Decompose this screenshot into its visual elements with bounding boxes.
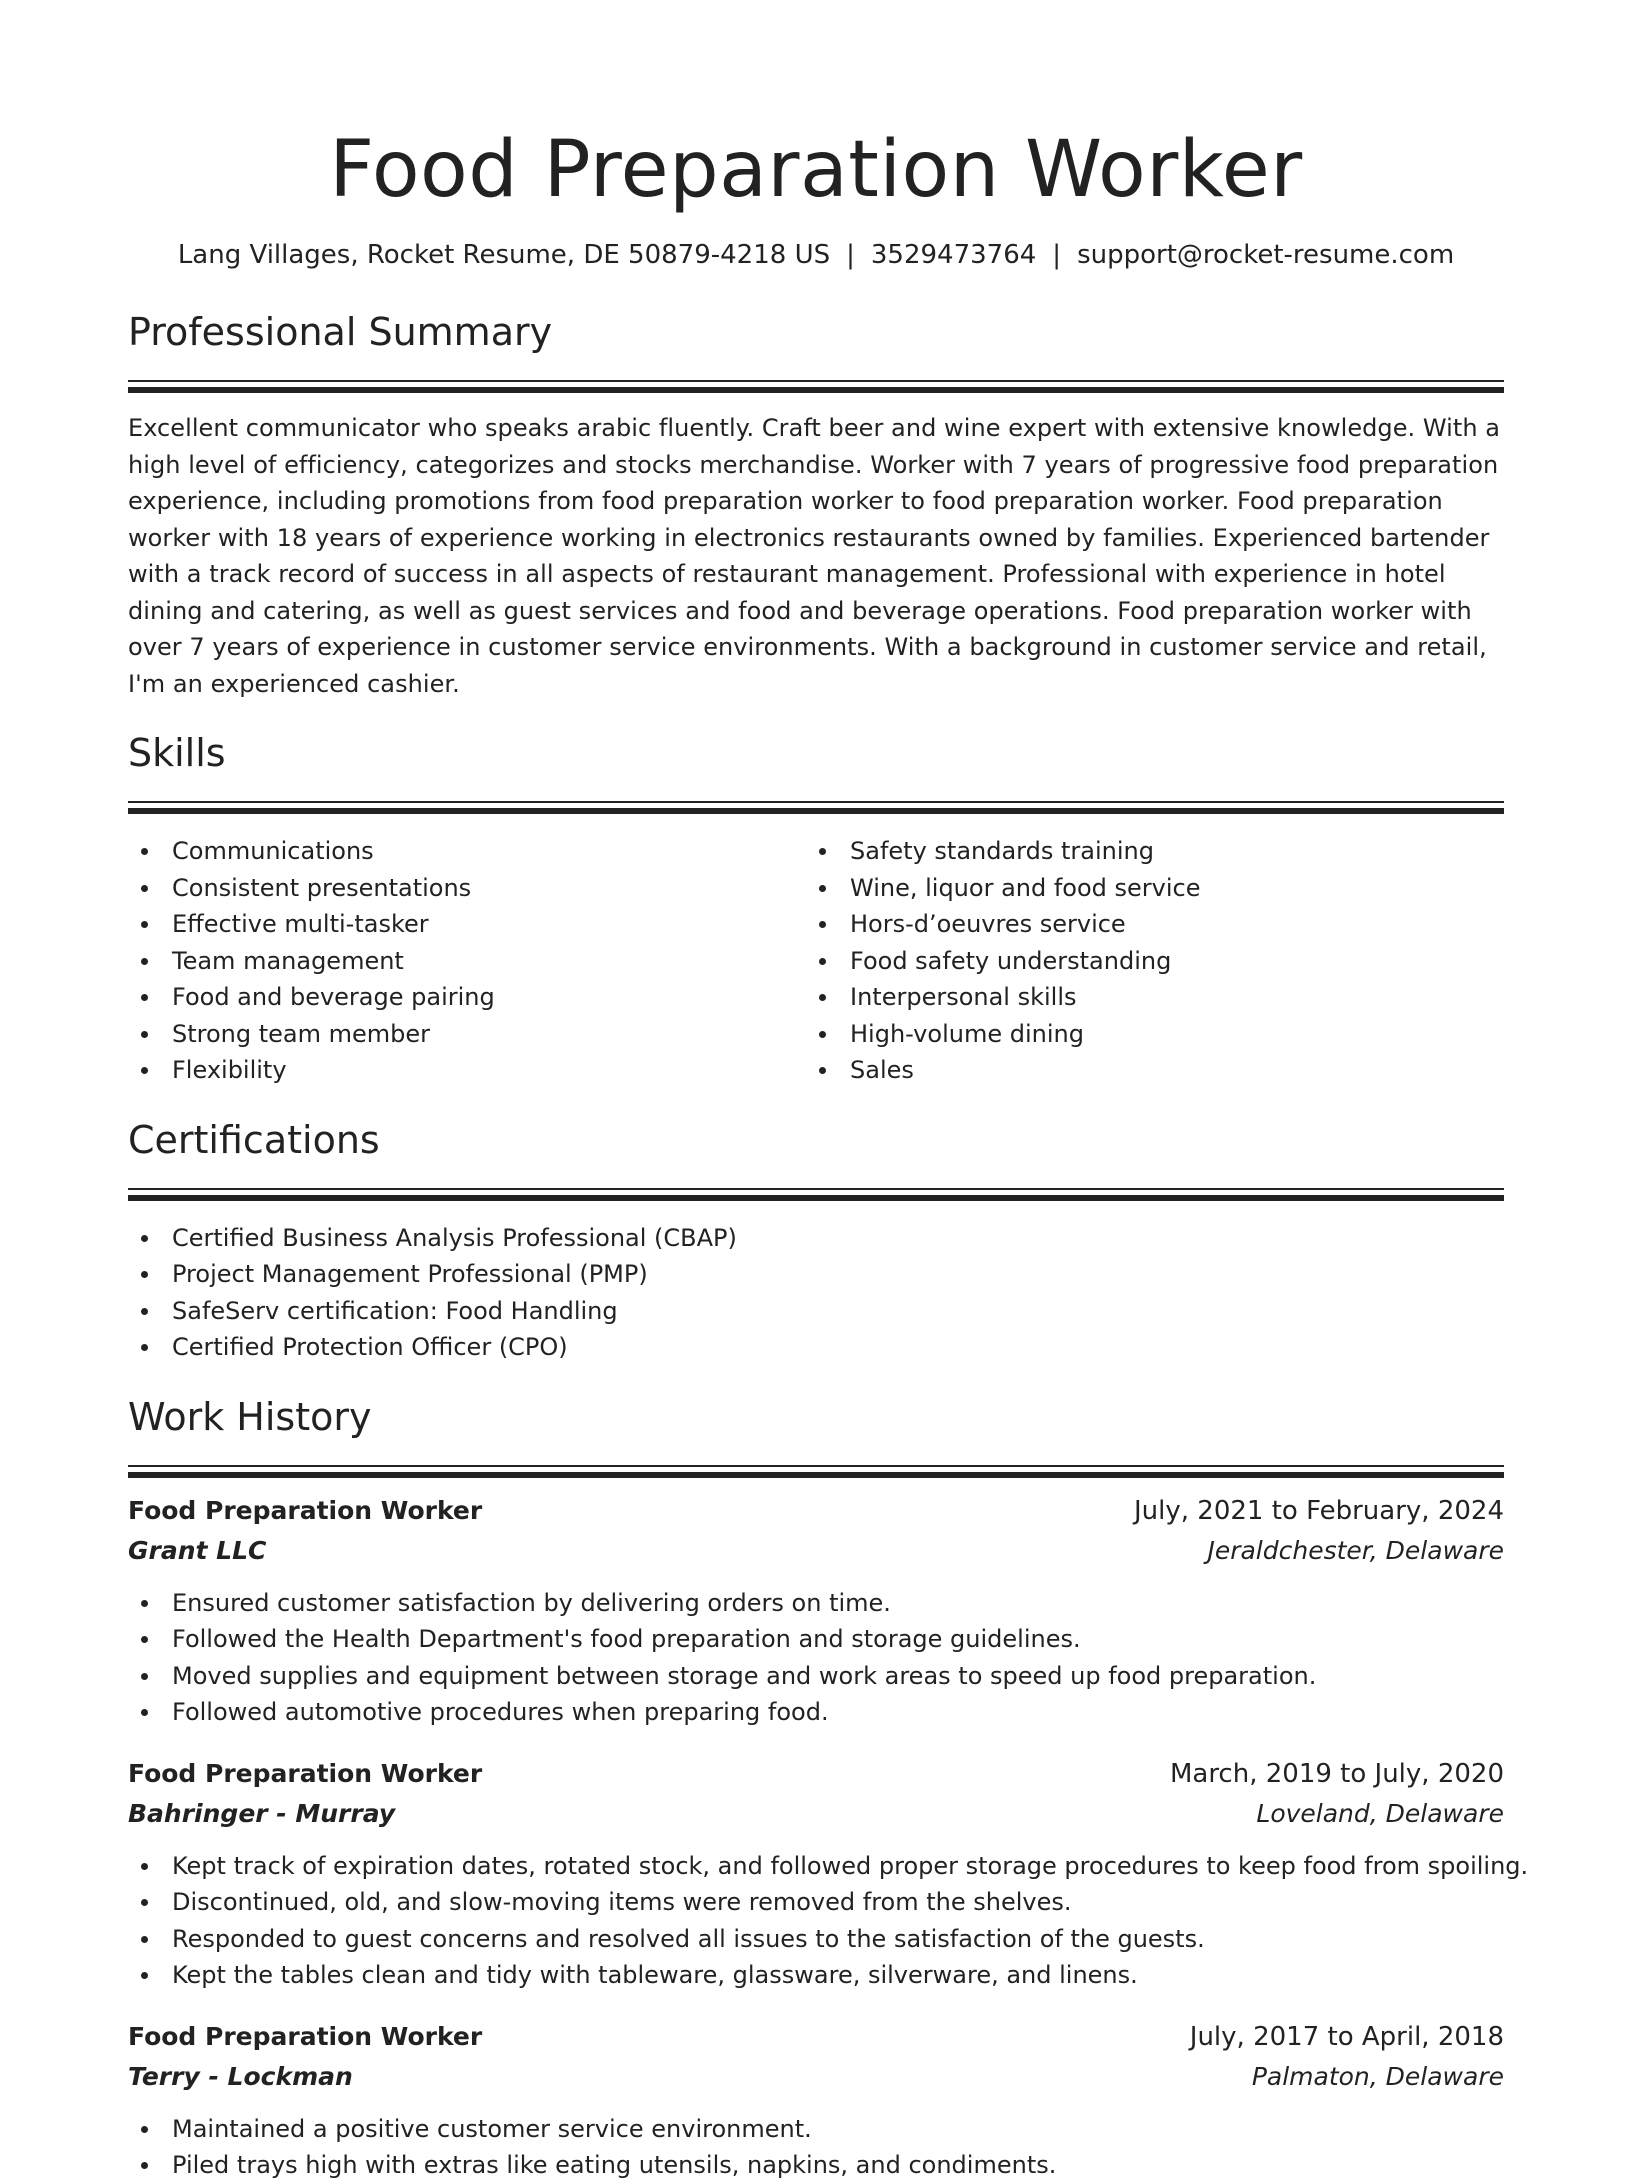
job-company: Grant LLC [128, 1535, 267, 1565]
job-duty: Maintained a positive customer service environment. [128, 2111, 1504, 2148]
job-dates: July, 2021 to February, 2024 [1134, 1495, 1504, 1526]
certification-item: Certified Protection Officer (CPO) [128, 1329, 1504, 1366]
job-title: Food Preparation Worker [128, 2021, 483, 2051]
skill-item: Team management [128, 943, 806, 980]
skill-item: Communications [128, 833, 806, 870]
skills-grid [128, 833, 1504, 1089]
contact-separator: | [1052, 240, 1062, 270]
skill-item: Effective multi-tasker [128, 906, 806, 943]
skill-item: Sales [806, 1052, 1504, 1089]
job-duty: Followed the Health Department's food preparation and storage guidelines. [128, 1621, 1504, 1658]
skill-item: Food safety understanding [806, 943, 1504, 980]
contact-phone: 3529473764 [870, 240, 1037, 270]
job-header-row [128, 1491, 1504, 1531]
job-entry [128, 1491, 1504, 1731]
contact-email[interactable]: support@rocket-resume.com [1077, 240, 1455, 270]
job-entry [128, 1754, 1529, 1994]
work-history-heading: Work History [128, 1394, 372, 1439]
skill-item: Flexibility [128, 1052, 806, 1089]
job-duty: Followed automotive procedures when preparing food. [128, 1694, 1504, 1731]
job-duties-list [128, 2111, 1504, 2184]
job-duty: Moved supplies and equipment between storage and work areas to speed up food preparation. [128, 1658, 1504, 1695]
certifications-heading: Certifications [128, 1117, 380, 1162]
job-company-row [128, 2057, 1504, 2097]
job-entry [128, 2017, 1504, 2184]
job-location: Loveland, Delaware [1256, 1798, 1504, 1828]
certification-item: Certified Business Analysis Professional (CBAP) [128, 1220, 1504, 1257]
contact-separator: | [846, 240, 855, 270]
contact-address: Lang Villages, Rocket Resume, DE 50879-4218 US [177, 240, 831, 270]
skill-item: Food and beverage pairing [128, 979, 806, 1016]
certifications-list [128, 1220, 1504, 1366]
job-duty: Discontinued, old, and slow-moving items were removed from the shelves. [128, 1884, 1504, 1921]
job-duty: Piled trays high with extras like eating utensils, napkins, and condiments. [128, 2147, 1504, 2184]
job-duty: Ensured customer satisfaction by delivering orders on time. [128, 1585, 1504, 1622]
work-history-section [128, 1393, 1529, 2184]
section-divider [128, 801, 1504, 815]
job-dates: March, 2019 to July, 2020 [1169, 1758, 1504, 1789]
job-company-row [128, 1531, 1504, 1571]
job-header-row [128, 1754, 1504, 1794]
job-duties-list [128, 1585, 1504, 1731]
skills-list-right [806, 833, 1504, 1089]
skill-item: Safety standards training [806, 833, 1504, 870]
skill-item: Consistent presentations [128, 870, 806, 907]
section-divider [128, 1465, 1504, 1479]
job-duty: Kept track of expiration dates, rotated stock, and followed proper storage procedures to keep food from spoiling. [128, 1848, 1504, 1885]
job-location: Jeraldchester, Delaware [1207, 1535, 1504, 1565]
job-company-row [128, 1794, 1504, 1834]
job-company: Terry - Lockman [128, 2061, 353, 2091]
summary-text: Excellent communicator who speaks arabic fluently. Craft beer and wine expert with extensive knowledge. With a high level of efficiency, categorizes and stocks merchandise. Worker with 7 years of progressive food preparation experience, including promotions from food preparation worker to food preparation worker. Food preparation worker with 18 years of experience working in electronics restaurants owned by families. Experienced bartender with a track record of success in all aspects of restaurant management. Professional with experience in hotel dining and catering, as well as guest services and food and beverage operations. Food preparation worker with over 7 years of experience in customer service environments. With a background in customer service and retail, I'm an experienced cashier. [128, 414, 1501, 698]
job-dates: July, 2017 to April, 2018 [1189, 2021, 1504, 2052]
summary-heading: Professional Summary [128, 310, 553, 354]
certification-item: Project Management Professional (PMP) [128, 1256, 1504, 1293]
skills-list-left [128, 833, 806, 1089]
section-divider [128, 380, 1504, 394]
skill-item: Hors-d’oeuvres service [806, 906, 1504, 943]
job-title: Food Preparation Worker [128, 1758, 483, 1788]
job-duty: Responded to guest concerns and resolved all issues to the satisfaction of the guests. [128, 1921, 1504, 1958]
job-company: Bahringer - Murray [128, 1798, 396, 1828]
skills-section [128, 729, 1504, 1089]
skill-item: Wine, liquor and food service [806, 870, 1504, 907]
contact-line [128, 236, 1504, 274]
section-divider [128, 1188, 1504, 1202]
job-duties-list [128, 1848, 1529, 1994]
summary-section [128, 308, 1504, 702]
certifications-section [128, 1116, 1504, 1366]
resume-content [128, 0, 1529, 2184]
job-duty: Kept the tables clean and tidy with tableware, glassware, silverware, and linens. [128, 1957, 1504, 1994]
job-title: Food Preparation Worker [128, 1495, 483, 1525]
certification-item: SafeServ certification: Food Handling [128, 1293, 1504, 1330]
job-location: Palmaton, Delaware [1251, 2061, 1504, 2091]
job-header-row [128, 2017, 1504, 2057]
skill-item: Strong team member [128, 1016, 806, 1053]
skills-heading: Skills [128, 731, 226, 775]
skill-item: Interpersonal skills [806, 979, 1504, 1016]
resume-name: Food Preparation Worker [329, 125, 1303, 215]
skill-item: High-volume dining [806, 1016, 1504, 1053]
